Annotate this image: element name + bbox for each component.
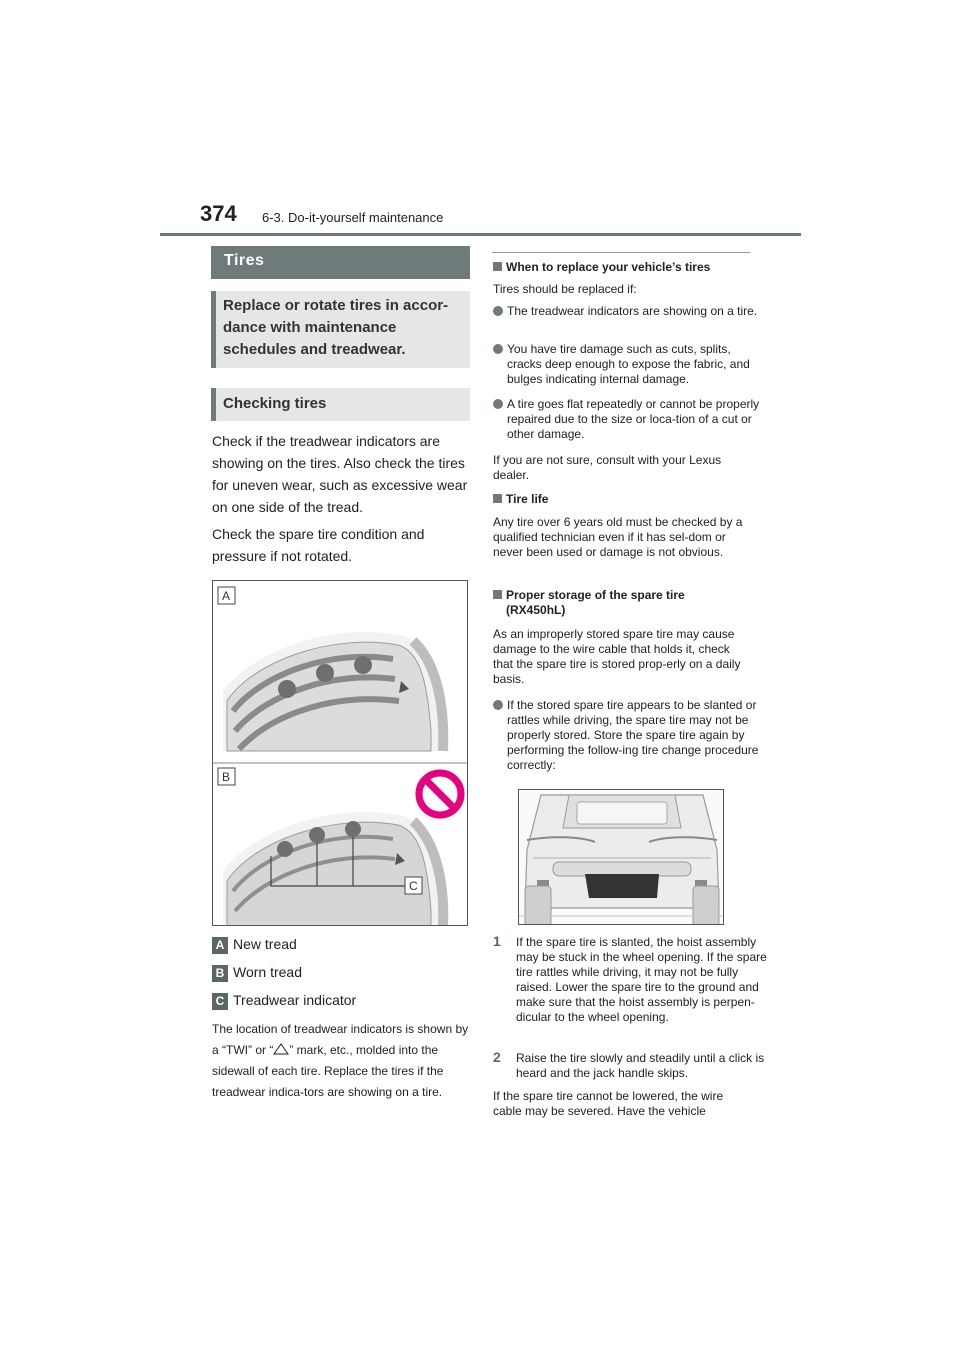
twi-note-after: ” mark, etc., molded into the sidewall of each tire. Replace the tires if the treadwear indica-tors are showing on a tire. — [212, 1043, 444, 1099]
figure-label-a: A — [222, 589, 231, 603]
intro-accent-bar — [211, 291, 216, 368]
when-bullet-1 — [493, 304, 765, 319]
header-divider — [160, 233, 801, 236]
heading-square-icon — [493, 494, 502, 503]
bullet-dot-icon — [493, 399, 503, 409]
legend-item-a — [212, 936, 297, 954]
twi-note-before: The location of treadwear indicators is shown by a “TWI” or “ — [212, 1022, 469, 1057]
bullet-dot-icon — [493, 344, 503, 354]
legend-key-c: C — [212, 993, 228, 1010]
check-paragraph-2: Check the spare tire condition and pressure if not rotated. — [212, 526, 425, 564]
step-1 — [493, 934, 774, 1025]
tire-life-heading — [493, 492, 751, 507]
legend-item-b — [212, 964, 302, 982]
final-text: If the spare tire cannot be lowered, the wire cable may be severed. Have the vehicle — [493, 1089, 724, 1118]
when-replace-heading — [493, 260, 751, 275]
spare-storage-text: As an improperly stored spare tire may cause damage to the wire cable that holds it, check that the spare tire is stored prop-erly on a daily basis. — [493, 627, 741, 686]
step-2 — [493, 1050, 774, 1081]
when-bullet-1-text: The treadwear indicators are showing on a tire. — [507, 304, 758, 318]
checking-tires-title: Checking tires — [223, 395, 327, 412]
legend-key-b: B — [212, 965, 228, 982]
spare-storage-bullet-text: If the stored spare tire appears to be slanted or rattles while driving, the spare tire may not be properly stored. Store the spare tire again by performing the follow-ing tire change procedure correctly: — [507, 698, 759, 772]
bullet-dot-icon — [493, 306, 503, 316]
step-2-text: Raise the tire slowly and steadily until a click is heard and the jack handle skips. — [516, 1051, 765, 1080]
spare-storage-heading-text: Proper storage of the spare tire (RX450hL) — [506, 588, 685, 617]
tires-title: Tires — [224, 252, 265, 269]
legend-text-b: Worn tread — [233, 964, 302, 980]
vehicle-rear-figure — [518, 789, 724, 925]
twi-note — [212, 1019, 472, 1103]
figure-label-c: C — [409, 879, 418, 893]
when-replace-outro: If you are not sure, consult with your Lexus dealer. — [493, 453, 722, 482]
when-bullet-3-text: A tire goes flat repeatedly or cannot be properly repaired due to the size or loca-tion of a cut or other damage. — [507, 397, 760, 441]
heading-square-icon — [493, 590, 502, 599]
new-tread-illustration — [223, 632, 443, 751]
legend-key-a: A — [212, 937, 228, 954]
step-1-text: If the spare tire is slanted, the hoist assembly may be stuck in the wheel opening. If the spare tire rattles while driving, it may not be fully raised. Lower the spare tire to the ground and make sure that the hoist assembly is perpen-dicular to the wheel opening. — [516, 935, 767, 1024]
legend-text-a: New tread — [233, 936, 297, 952]
bullet-dot-icon — [493, 700, 503, 710]
when-bullet-3 — [493, 397, 765, 442]
figure-label-b: B — [222, 770, 231, 784]
step-2-number: 2 — [493, 1049, 501, 1065]
triangle-mark-icon — [273, 1043, 289, 1055]
intro-text: Replace or rotate tires in accor-dance with maintenance schedules and treadwear. — [223, 297, 449, 358]
intro-box — [211, 291, 470, 368]
step-1-number: 1 — [493, 933, 501, 949]
heading-square-icon — [493, 262, 502, 271]
spare-storage-bullet — [493, 698, 765, 773]
when-replace-intro: Tires should be replaced if: — [493, 282, 637, 296]
section-title: 6-3. Do-it-yourself maintenance — [262, 210, 444, 225]
tire-life-text: Any tire over 6 years old must be checked by a qualified technician even if it has sel-dom or never been used or damage is not obvious. — [493, 515, 743, 559]
tires-title-band — [211, 246, 470, 279]
heading-accent-bar — [211, 388, 216, 421]
prohibited-icon — [419, 773, 461, 815]
tire-tread-figure — [212, 580, 468, 926]
when-bullet-2-text: You have tire damage such as cuts, splits, cracks deep enough to expose the fabric, and bulges indicating internal damage. — [507, 342, 750, 386]
page-number: 374 — [200, 201, 237, 226]
legend-text-c: Treadwear indicator — [233, 992, 357, 1008]
check-paragraph-1: Check if the treadwear indicators are showing on the tires. Also check the tires for uneven wear, such as excessive wear on one side of the tread. — [212, 433, 468, 515]
checking-tires-heading — [211, 388, 470, 421]
spare-storage-heading — [493, 588, 736, 618]
when-bullet-2 — [493, 342, 765, 387]
tire-life-heading-text: Tire life — [506, 492, 549, 506]
worn-tread-illustration — [223, 812, 443, 926]
right-column-divider — [492, 252, 750, 253]
when-replace-heading-text: When to replace your vehicle’s tires — [506, 260, 711, 274]
legend-item-c — [212, 992, 356, 1010]
